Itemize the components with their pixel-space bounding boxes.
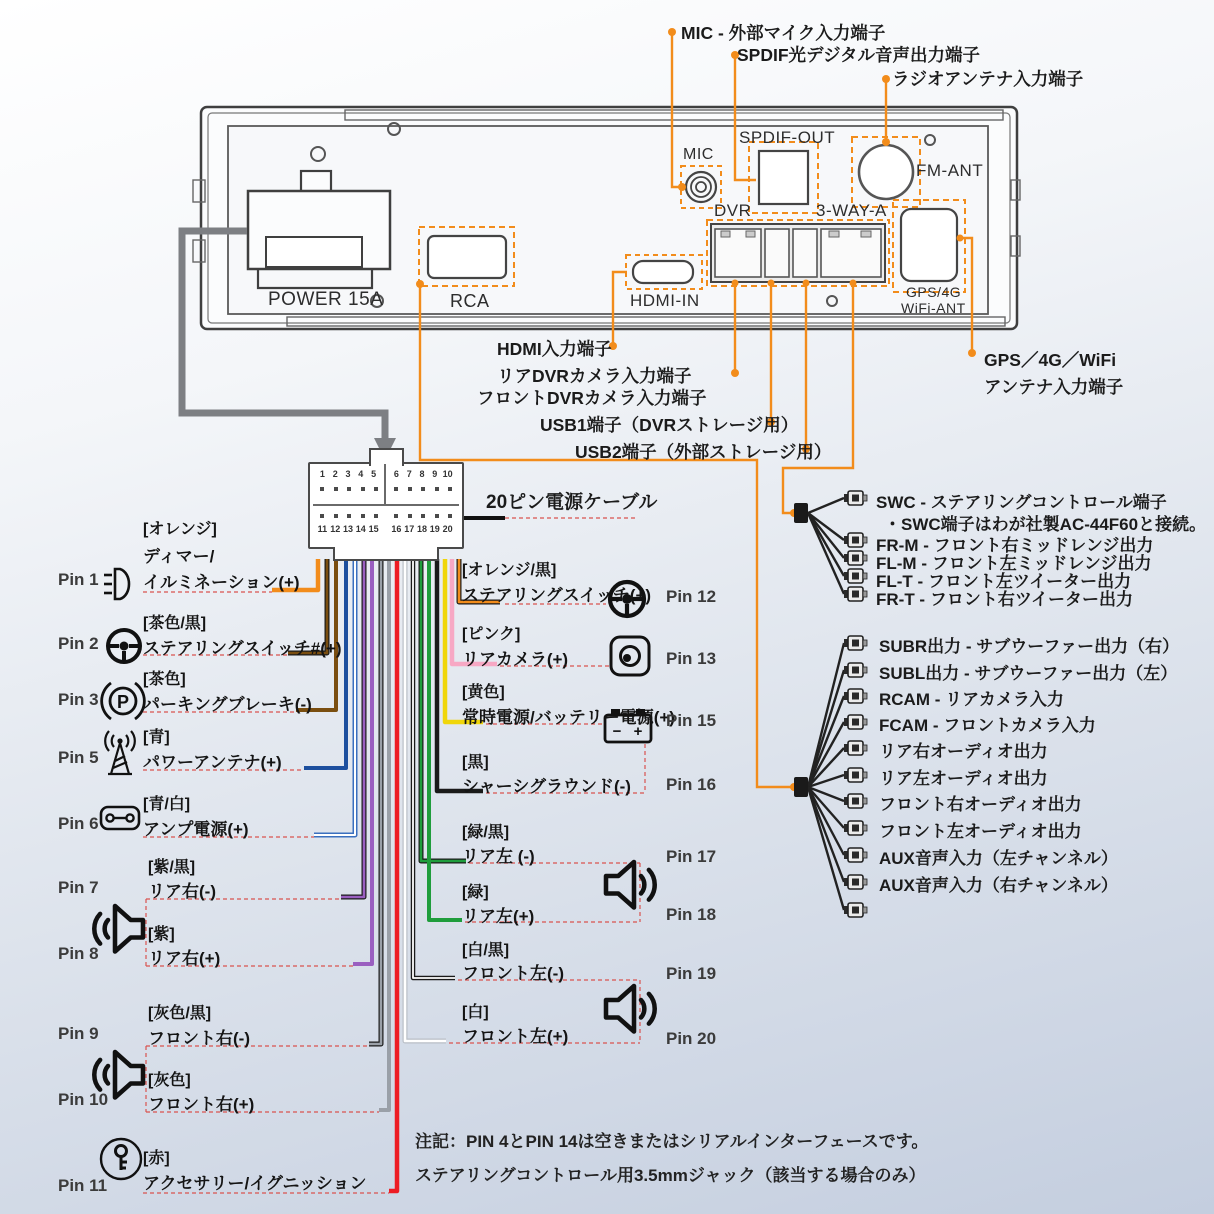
pin15-number: Pin 15 <box>666 711 717 730</box>
pin3-number: Pin 3 <box>58 690 99 709</box>
pin16-color-tag: [黒] <box>462 754 489 771</box>
fl-t-label: FL-T - フロント左ツイーター出力 <box>876 572 1132 591</box>
connector-bottom-tab <box>333 547 439 561</box>
dvr-label: DVR <box>714 201 752 220</box>
pin8-color-tag: [紫] <box>148 926 175 943</box>
speaker-icon <box>94 906 143 952</box>
power-connector-20pin <box>308 462 464 549</box>
gps-label-line1: GPS/4G <box>906 284 962 300</box>
callout-gps-line2: アンテナ入力端子 <box>984 377 1124 397</box>
gps-label-line2: WiFi-ANT <box>901 300 966 316</box>
pin5-color-tag: [青] <box>143 729 170 746</box>
callout-radio-antenna: ラジオアンテナ入力端子 <box>892 69 1084 89</box>
dvr-3way-connectors <box>711 224 885 282</box>
rca-front-left-label: フロント左オーディオ出力 <box>879 822 1082 841</box>
pin6-number: Pin 6 <box>58 814 99 833</box>
pin16-name: シャーシグラウンド(-) <box>462 777 631 796</box>
pin-numbers-bottom-left: 11 12 13 14 15 <box>317 524 379 534</box>
note-line2: ステアリングコントロール用3.5mmジャック（該当する場合のみ） <box>415 1166 926 1185</box>
rca-port <box>428 236 506 278</box>
pin3-name: パーキングブレーキ(-) <box>143 695 312 714</box>
pin-numbers-bottom-right: 16 17 18 19 20 <box>391 524 453 534</box>
rca-output-harness <box>794 636 867 917</box>
rca-plug-icon <box>844 794 867 808</box>
rca-aux-right-label: AUX音声入力（右チャンネル） <box>879 876 1118 895</box>
mic-label: MIC <box>683 146 714 163</box>
rca-plug-icon <box>844 533 867 547</box>
rca-plug-icon <box>844 903 867 917</box>
callout-usb2: USB2端子（外部ストレージ用） <box>575 442 832 462</box>
fm-ant-label: FM-ANT <box>916 161 984 180</box>
rca-rear-left-label: リア左オーディオ出力 <box>879 769 1048 788</box>
parking-brake-icon <box>102 683 145 719</box>
power-label: POWER 15A <box>268 289 384 310</box>
rca-plug-icon <box>844 587 867 601</box>
fr-m-label: FR-M - フロント右ミッドレンジ出力 <box>876 536 1154 555</box>
pin13-name: リアカメラ(+) <box>462 650 569 669</box>
pin9-color-tag: [灰色/黒] <box>148 1005 212 1022</box>
rca-rear-right-label: リア右オーディオ出力 <box>879 742 1048 761</box>
pin7-name: リア右(-) <box>148 882 216 901</box>
pin9-name: フロント右(-) <box>148 1029 250 1048</box>
pin19-name: フロント左(-) <box>462 964 564 983</box>
callout-spdif: SPDIF光デジタル音声出力端子 <box>737 45 980 65</box>
pin18-number: Pin 18 <box>666 905 717 924</box>
pin8-name: リア右(+) <box>148 949 221 968</box>
rca-fcam-label: FCAM - フロントカメラ入力 <box>879 716 1096 735</box>
pin2-number: Pin 2 <box>58 634 99 653</box>
svg-text:−: − <box>612 723 622 740</box>
pin2-name: ステアリングスイッチ#(+) <box>143 639 342 658</box>
rca-plug-icon <box>844 636 867 650</box>
rca-plug-icon <box>844 768 867 782</box>
pin18-name: リア左(+) <box>462 907 535 926</box>
pin17-number: Pin 17 <box>666 847 717 866</box>
note-line1: 注記：PIN 4とPIN 14は空きまたはシリアルインターフェースです。 <box>415 1132 929 1151</box>
swc-label: SWC - ステアリングコントロール端子 <box>876 493 1167 512</box>
fm-ant-port <box>859 145 913 199</box>
pin17-name: リア左 (-) <box>462 847 535 866</box>
steering-wheel-icon <box>108 630 140 662</box>
spdif-label: SPDIF-OUT <box>739 128 836 147</box>
pin19-number: Pin 19 <box>666 964 717 983</box>
pin3-color-tag: [茶色] <box>143 671 186 688</box>
rca-plug-icon <box>844 569 867 583</box>
swc-hub-connector <box>794 503 808 523</box>
pin10-color-tag: [灰色] <box>148 1072 191 1089</box>
pin9-number: Pin 9 <box>58 1024 99 1043</box>
rca-hub-connector <box>794 777 808 797</box>
rca-aux-left-label: AUX音声入力（左チャンネル） <box>879 849 1118 868</box>
antenna-icon <box>105 731 135 774</box>
pin15-name: 常時電源/バッテリー電源(+) <box>462 708 675 727</box>
svg-text:+: + <box>633 723 643 740</box>
pin15-color-tag: [黄色] <box>462 684 505 701</box>
svg-text:P: P <box>116 692 130 712</box>
pin-numbers-top-left: 1 2 3 4 5 <box>319 469 377 479</box>
pin1-color-tag: [オレンジ] <box>143 521 217 538</box>
swc-note: ・SWC端子はわが社製AC-44F60と接続。 <box>884 515 1207 534</box>
callout-20pin-cable: 20ピン電源ケーブル <box>486 492 658 513</box>
callout-mic: MIC - 外部マイク入力端子 <box>681 23 886 43</box>
pin2-color-tag: [茶色/黒] <box>143 615 207 632</box>
rca-label: RCA <box>450 291 490 311</box>
rca-subl-label: SUBL出力 - サブウーファー出力（左） <box>879 664 1178 683</box>
pin11-color-tag: [赤] <box>143 1150 170 1167</box>
speaker-icon <box>606 986 655 1032</box>
pin13-color-tag: [ピンク] <box>462 626 521 643</box>
fl-m-label: FL-M - フロント左ミッドレンジ出力 <box>876 554 1152 573</box>
fr-t-label: FR-T - フロント右ツイーター出力 <box>876 590 1133 609</box>
pin11-number: Pin 11 <box>58 1176 108 1195</box>
hdmi-label: HDMI-IN <box>630 291 700 310</box>
pin18-color-tag: [緑] <box>462 884 489 901</box>
rca-plug-icon <box>844 715 867 729</box>
callout-usb1: USB1端子（DVRストレージ用） <box>540 415 799 435</box>
speaker-icon <box>606 862 655 908</box>
pin6-color-tag: [青/白] <box>143 796 191 813</box>
rca-subr-label: SUBR出力 - サブウーファー出力（右） <box>879 637 1180 656</box>
pin7-color-tag: [紫/黒] <box>148 859 196 876</box>
pin10-name: フロント右(+) <box>148 1095 255 1114</box>
rca-plug-icon <box>844 491 867 505</box>
callout-gps-line1: GPS／4G／WiFi <box>984 350 1117 370</box>
pin11-name: アクセサリー/イグニッション <box>143 1174 367 1193</box>
callout-hdmi: HDMI入力端子 <box>497 339 612 359</box>
pin17-color-tag: [緑/黒] <box>462 824 510 841</box>
spdif-port <box>759 151 808 204</box>
ignition-key-icon <box>101 1139 141 1179</box>
pin20-color-tag: [白] <box>462 1004 489 1021</box>
callout-front-dvr: フロントDVRカメラ入力端子 <box>477 388 707 408</box>
rca-plug-icon <box>844 875 867 889</box>
rca-plug-icon <box>844 689 867 703</box>
pin16-number: Pin 16 <box>666 775 717 794</box>
headlight-icon <box>104 569 129 599</box>
gps-ant-port <box>901 209 957 281</box>
callout-rear-dvr: リアDVRカメラ入力端子 <box>497 366 692 386</box>
rca-plug-icon <box>844 551 867 565</box>
pin5-number: Pin 5 <box>58 748 99 767</box>
connector-top-tab <box>369 448 404 466</box>
rca-front-right-label: フロント右オーディオ出力 <box>879 795 1082 814</box>
pin12-number: Pin 12 <box>666 587 717 606</box>
pin6-name: アンプ電源(+) <box>143 820 249 839</box>
hdmi-port <box>633 261 693 283</box>
pin12-color-tag: [オレンジ/黒] <box>462 562 557 579</box>
pin10-number: Pin 10 <box>58 1090 109 1109</box>
swc-harness <box>794 491 867 601</box>
pin20-number: Pin 20 <box>666 1029 717 1048</box>
pin1-name-line2: イルミネーション(+) <box>143 573 300 592</box>
pin1-number: Pin 1 <box>58 570 99 589</box>
rca-plug-icon <box>844 848 867 862</box>
rca-plug-icon <box>844 663 867 677</box>
pin20-name: フロント左(+) <box>462 1027 569 1046</box>
pin19-color-tag: [白/黒] <box>462 942 510 959</box>
rca-rcam-label: RCAM - リアカメラ入力 <box>879 690 1064 709</box>
rca-plug-icon <box>844 821 867 835</box>
amplifier-icon <box>101 807 139 829</box>
pin1-name-line1: ディマー/ <box>143 547 215 566</box>
three-way-label: 3-WAY-A <box>816 201 887 220</box>
pin13-number: Pin 13 <box>666 649 717 668</box>
pin8-number: Pin 8 <box>58 944 99 963</box>
camera-icon <box>611 637 649 675</box>
rca-plug-icon <box>844 741 867 755</box>
pin7-number: Pin 7 <box>58 878 99 897</box>
pin-numbers-top-right: 6 7 8 9 10 <box>393 469 453 479</box>
pin5-name: パワーアンテナ(+) <box>143 753 282 772</box>
pin12-name: ステアリングスイッチ(+) <box>462 586 652 605</box>
